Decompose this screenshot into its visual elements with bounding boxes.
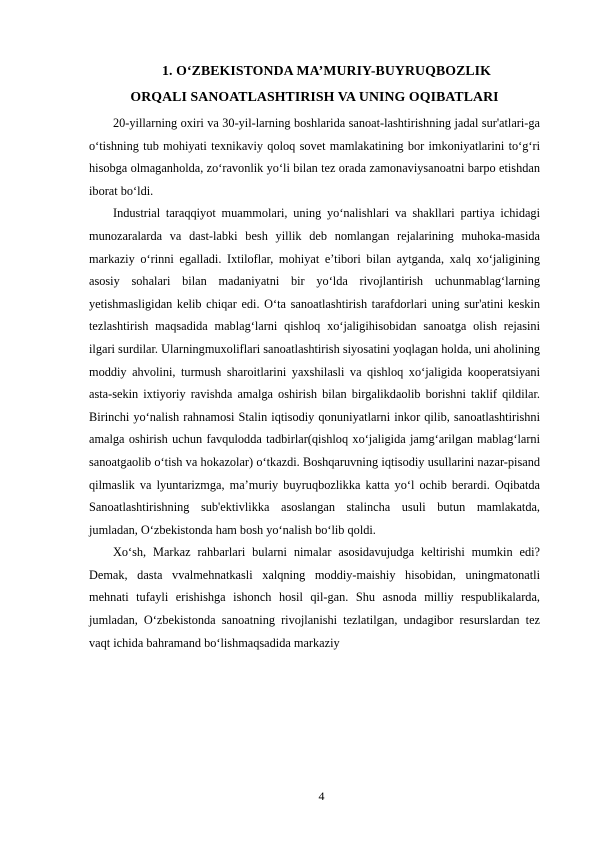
document-page [89, 58, 540, 654]
page-number: 4 [318, 789, 325, 803]
section-title-line-2: ORQALI SANOATLASHTIRISH VA UNING OQIBATLARI [130, 89, 499, 104]
section-title [89, 58, 540, 110]
body-paragraph-2: Industrial taraqqiyot muammolari, uning yo‘nalishlari va shakllari partiya ichidagi munozaralarda va dast-labki besh yillik deb nomlangan rejalarining muhoka-masida markaziy o‘rinni egalladi. Ixtiloflar, mohiyat e’tibori bilan aytganda, xalq xo‘jaligining asosiy sohalari bilan madaniyatni bir yo‘lda rivojlantirish uchunmablag‘larning yetishmasligidan kelib chiqar edi. O‘ta sanoatlashtirish tarafdorlari uning sur'atini keskin tezlashtirish maqsadida mablag‘larni qishloq xo‘jaligihisobidan sanoatga olish rejasini ilgari surdilar. Ularningmuxoliflari sanoatlashtirish siyosatini yoqlagan holda, uni aholining moddiy ahvolini, turmush sharoitlarini yaxshilasli va qishloq xo‘jaligida kooperatsiyani asta-sekin ixtiyoriy ravishda amalga oshirish bilan birgalikdaolib borishni taklif qildilar. Birinchi yo‘nalish rahnamosi Stalin iqtisodiy qonuniyatlarni inkor qilib, sanoatlashtirishni amalga oshirish uchun favqulodda tadbirlar(qishloq xo‘jaligida jamg‘arilgan mablag‘larni sanoatgaolib o‘tish va hokazolar) o‘tkazdi. Boshqaruvning iqtisodiy usullarini nazar-pisand qilmaslik va lyuntarizmga, ma’muriy buyruqbozlikka katta yo‘l ochib berardi. Oqibatda Sanoatlashtirishning sub'ektivlikka asoslangan stalincha usuli butun mamlakatda, jumladan, O‘zbekistonda ham bosh yo‘nalish bo‘lib qoldi. [89, 206, 540, 537]
body-paragraph-3: Xo‘sh, Markaz rahbarlari bularni nimalar asosidavujudga keltirishi mumkin edi? Demak, dasta vvalmehnatkasli xalqning moddiy-maishiy hisobidan, uningmatonatli mehnati tufayli erishishga ishonch hosil qil-gan. Shu asnoda milliy respublikalarda, jumladan, O‘zbekistonda sanoatning rivojlanishi tezlatilgan, undagibor resurslardan tez vaqt ichida bahramand bo‘lishmaqsadida markaziy [89, 545, 540, 650]
section-title-line-1: 1. O‘ZBEKISTONDA MA’MURIY-BUYRUQBOZLIK [162, 63, 491, 78]
body-paragraph-1: 20-yillarning oxiri va 30-yil-larning boshlarida sanoat-lashtirishning jadal sur'atlari-ga o‘tishning tub mohiyati texnikaviy qoloq sovet mamlakatining bor imkoniyatlarini to‘g‘ri hisobga olmaganholda, zo‘ravonlik yo‘li bilan tez orada zamonaviysanoatni barpo etishdan iborat bo‘ldi. [89, 116, 540, 198]
